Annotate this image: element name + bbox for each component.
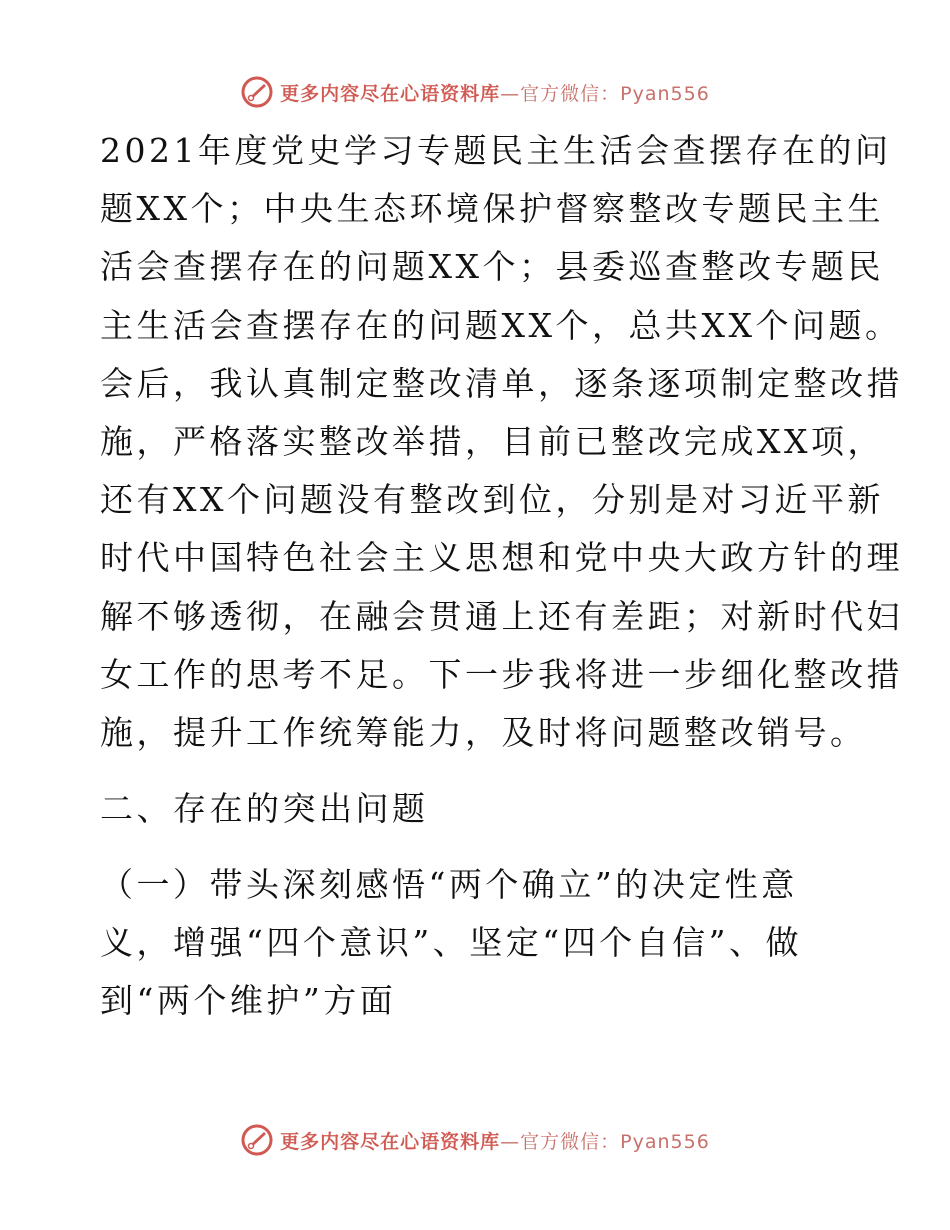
watermark-brand: 更多内容尽在心语资料库	[280, 82, 501, 105]
footer-watermark	[0, 1120, 950, 1160]
body-line: 施，严格落实整改举措，目前已整改完成XX项，	[100, 421, 884, 461]
body-line: 解不够透彻，在融会贯通上还有差距；对新时代妇	[100, 596, 903, 636]
watermark-contact: —官方微信：Pyan556	[500, 82, 710, 105]
body-line: 会后，我认真制定整改清单，逐条逐项制定整改措	[100, 363, 903, 403]
body-line: 活会查摆存在的问题XX个；县委巡查整改专题民	[100, 247, 884, 287]
body-line: 施，提升工作统筹能力，及时将问题整改销号。	[100, 712, 867, 752]
watermark-text	[280, 79, 710, 106]
body-line: 2021年度党史学习专题民主生活会查摆存在的问	[100, 131, 892, 170]
section-heading: 二、存在的突出问题	[100, 789, 429, 829]
watermark-text	[280, 1127, 710, 1154]
watermark-contact: —官方微信：Pyan556	[500, 1130, 710, 1153]
body-line: 还有XX个问题没有整改到位，分别是对习近平新	[100, 480, 884, 520]
watermark-brand: 更多内容尽在心语资料库	[280, 1130, 501, 1153]
body-line: 主生活会查摆存在的问题XX个，总共XX个问题。	[100, 305, 902, 345]
body-line: 题XX个；中央生态环境保护督察整改专题民主生	[100, 189, 884, 229]
subsection-heading-line: 到“两个维护”方面	[100, 981, 397, 1021]
header-watermark	[0, 72, 950, 112]
body-line: 时代中国特色社会主义思想和党中央大政方针的理	[100, 538, 903, 578]
brand-logo-icon	[240, 1123, 274, 1157]
subsection-heading-line: （一）带头深刻感悟“两个确立”的决定性意	[100, 865, 798, 905]
body-line: 女工作的思考不足。下一步我将进一步细化整改措	[100, 654, 903, 694]
document-body	[100, 122, 903, 1031]
brand-logo-icon	[240, 75, 274, 109]
subsection-heading-line: 义，增强“四个意识”、坚定“四个自信”、做	[100, 923, 802, 963]
